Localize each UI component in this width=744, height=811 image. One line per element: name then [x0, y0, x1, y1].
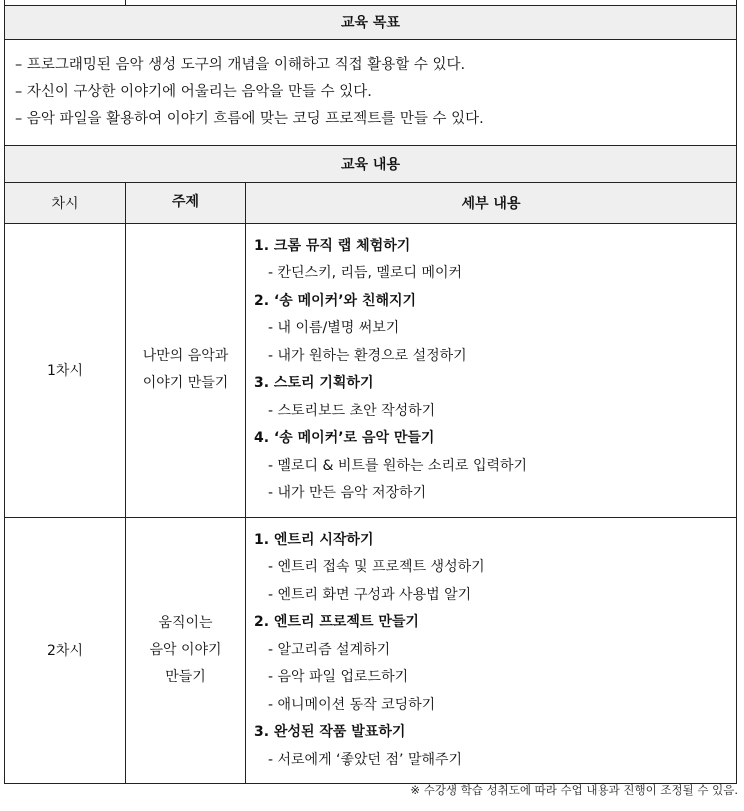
- detail-item-title: 3. 스토리 기획하기: [254, 375, 374, 391]
- session-detail: [246, 517, 737, 784]
- detail-sub-item: - 내가 만든 음악 저장하기: [268, 485, 427, 501]
- session-label: 2차시: [5, 517, 126, 784]
- goal-item: – 프로그래밍된 음악 생성 도구의 개념을 이해하고 직접 활용할 수 있다.: [15, 56, 466, 73]
- detail-sub-item: - 음악 파일 업로드하기: [268, 669, 409, 685]
- column-header-detail: 세부 내용: [246, 182, 737, 223]
- detail-sub-item: - 내 이름/별명 써보기: [268, 320, 400, 336]
- session-topic: [126, 223, 246, 517]
- topic-line: 만들기: [165, 668, 206, 685]
- goals-header: 교육 목표: [5, 5, 737, 39]
- curriculum-table: [4, 0, 737, 784]
- detail-sub-item: - 알고리즘 설계하기: [268, 641, 391, 658]
- topic-line: 움직이는: [158, 614, 213, 631]
- detail-sub-item: - 내가 원하는 환경으로 설정하기: [268, 347, 467, 364]
- session-topic: [126, 517, 246, 784]
- session-label: 1차시: [5, 223, 126, 517]
- session-row-1: [5, 223, 737, 517]
- detail-item-title: 4. ‘송 메이커’로 음악 만들기: [254, 430, 435, 446]
- topic-line: 나만의 음악과: [142, 348, 229, 364]
- session-detail: [246, 223, 737, 517]
- detail-sub-item: - 엔트리 접속 및 프로젝트 생성하기: [268, 559, 485, 575]
- session-row-2: [5, 517, 737, 784]
- topic-line: 이야기 만들기: [142, 375, 229, 391]
- detail-item-title: 3. 완성된 작품 발표하기: [254, 724, 406, 740]
- column-header-session: 차시: [5, 182, 126, 223]
- goal-item: – 음악 파일을 활용하여 이야기 흐름에 맞는 코딩 프로젝트를 만들 수 있다.: [15, 110, 484, 127]
- detail-sub-item: - 스토리보드 초안 작성하기: [268, 402, 436, 419]
- detail-sub-item: - 멜로디 & 비트를 원하는 소리로 입력하기: [268, 457, 528, 474]
- detail-item-title: 1. 크롬 뮤직 랩 체험하기: [254, 237, 411, 254]
- detail-item-title: 2. ‘송 메이커’와 친해지기: [254, 292, 417, 309]
- goal-item: – 자신이 구상한 이야기에 어울리는 음악을 만들 수 있다.: [15, 83, 372, 100]
- detail-sub-item: - 칸딘스키, 리듬, 멜로디 메이커: [268, 265, 463, 281]
- topic-line: 음악 이야기: [149, 641, 222, 658]
- detail-sub-item: - 서로에게 ‘좋았던 점’ 말해주기: [268, 751, 463, 768]
- detail-item-title: 1. 엔트리 시작하기: [254, 531, 374, 548]
- goals-list: [5, 39, 737, 145]
- content-header: 교육 내용: [5, 145, 737, 182]
- detail-item-title: 2. 엔트리 프로젝트 만들기: [254, 614, 419, 630]
- footnote: ※ 수강생 학습 성취도에 따라 수업 내용과 진행이 조정될 수 있음.: [410, 783, 738, 797]
- column-header-topic: 주제: [126, 182, 246, 223]
- detail-sub-item: - 애니메이션 동작 코딩하기: [268, 696, 436, 713]
- detail-sub-item: - 엔트리 화면 구성과 사용법 알기: [268, 586, 472, 603]
